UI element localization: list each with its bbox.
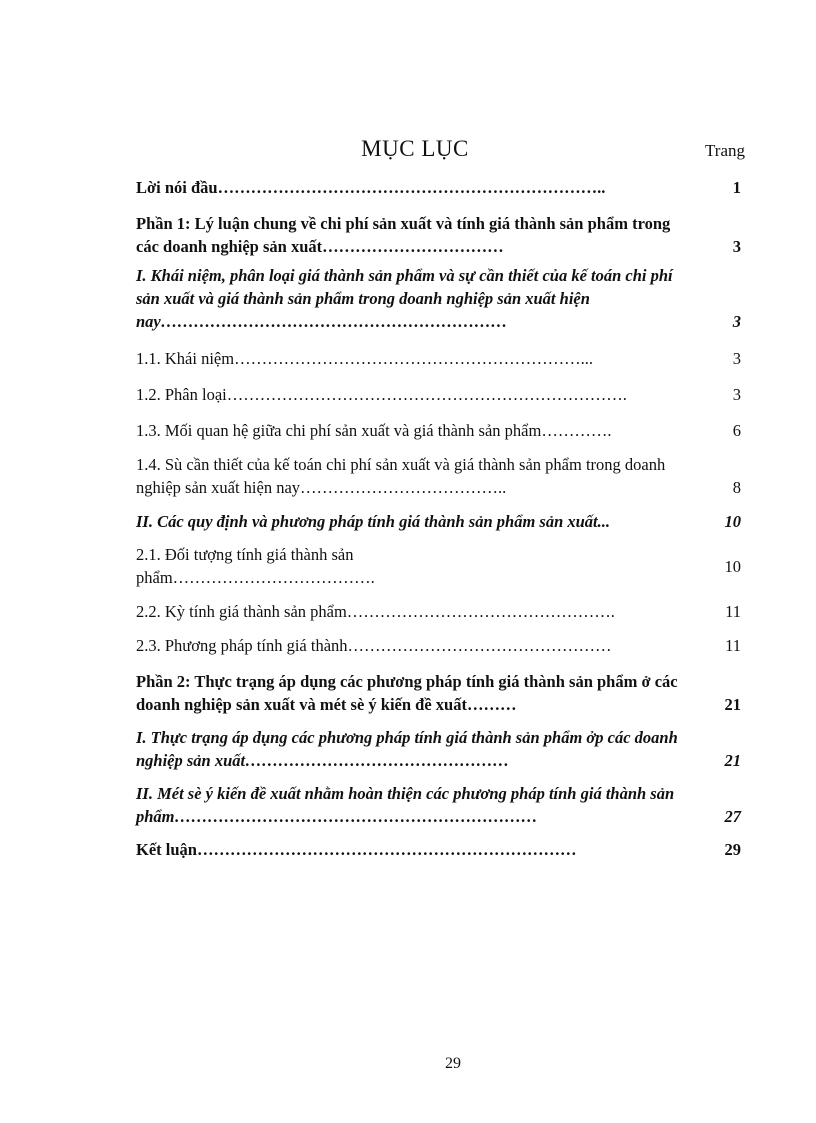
- toc-entry-page: 29: [724, 840, 741, 859]
- toc-entry-page: 3: [732, 237, 741, 256]
- toc-entry-1-2[interactable]: [136, 383, 741, 406]
- toc-entry-part1[interactable]: [136, 212, 741, 258]
- toc-entry-text: I. Thực trạng áp dụng các phương pháp tính giá thành sản phẩm ởp các doanh nghiệp sản xuất…………………………………………: [136, 728, 678, 770]
- toc-entry-conclusion[interactable]: [136, 838, 741, 861]
- toc-entry-page: 6: [732, 421, 741, 440]
- toc-entry-part2-section-2[interactable]: [136, 782, 741, 828]
- toc-entry-text: II. Các quy định và phương pháp tính giá thành sản phẩm sản xuất...: [136, 512, 611, 531]
- toc-entry-page: 3: [732, 385, 741, 404]
- toc-entry-text: 2.3. Phương pháp tính giá thành…………………………………………: [136, 636, 612, 655]
- toc-entry-text: Phần 2: Thực trạng áp dụng các phương pháp tính giá thành sản phẩm ở các doanh nghiệp sản xuất và mét sè ý kiến đề xuất………: [136, 672, 678, 714]
- toc-entry-1-1[interactable]: [136, 347, 741, 370]
- toc-title: MỤC LỤC: [361, 136, 469, 161]
- toc-entry-section-1[interactable]: [136, 264, 741, 333]
- toc-entry-page: 11: [725, 636, 741, 655]
- toc-entry-part2-section-1[interactable]: [136, 726, 741, 772]
- toc-entry-text: 1.1. Khái niệm………………………………………………………...: [136, 349, 593, 368]
- toc-entry-text: 1.2. Phân loại……………………………………………………………….: [136, 385, 627, 404]
- toc-entry-text: 1.3. Mối quan hệ giữa chi phí sản xuất và giá thành sản phẩm………….: [136, 421, 612, 440]
- page-column-header: Trang: [705, 141, 745, 160]
- toc-entry-2-1[interactable]: [136, 543, 741, 589]
- toc-entry-page: 21: [724, 751, 741, 770]
- toc-entry-page: 27: [724, 807, 741, 826]
- toc-entry-page: 11: [725, 602, 741, 621]
- toc-entry-page: 10: [724, 557, 741, 576]
- toc-entry-text: 2.2. Kỳ tính giá thành sản phẩm………………………………………….: [136, 602, 615, 621]
- toc-entry-part2[interactable]: [136, 670, 741, 716]
- toc-entry-text: Phần 1: Lý luận chung về chi phí sản xuất và tính giá thành sản phẩm trong các doanh nghiệp sản xuất……………………………: [136, 214, 671, 256]
- toc-entry-1-3[interactable]: [136, 419, 741, 442]
- toc-entry-1-4[interactable]: [136, 453, 741, 499]
- footer-page-number: 29: [445, 1055, 461, 1072]
- toc-entry-text: Kết luận……………………………………………………………: [136, 840, 577, 859]
- toc-entry-page: 8: [732, 478, 741, 497]
- toc-entry-preface[interactable]: [136, 176, 741, 199]
- toc-entry-page: 21: [724, 695, 741, 714]
- toc-entry-page: 1: [732, 178, 741, 197]
- toc-entry-text: 1.4. Sù cần thiết của kế toán chi phí sản xuất và giá thành sản phẩm trong doanh nghiệp sản xuất hiện nay………………………………..: [136, 455, 666, 497]
- toc-entry-text: II. Mét sè ý kiến đề xuất nhằm hoàn thiện các phương pháp tính giá thành sản phẩm…………………………………………………………: [136, 784, 675, 826]
- toc-entry-text: I. Khái niệm, phân loại giá thành sản phẩm và sự cần thiết của kế toán chi phí sản xuất và giá thành sản phẩm trong doanh nghiệp sản xuất hiện nay………………………………………………………: [136, 266, 673, 331]
- toc-entry-text: Lời nói đầu……………………………………………………………..: [136, 178, 606, 197]
- toc-entry-section-2[interactable]: [136, 510, 741, 533]
- toc-entry-text: 2.1. Đối tượng tính giá thành sản phẩm……………………………….: [136, 545, 375, 587]
- toc-entry-page: 3: [732, 349, 741, 368]
- toc-entry-page: 10: [724, 512, 741, 531]
- toc-entry-2-3[interactable]: [136, 634, 741, 657]
- toc-entry-2-2[interactable]: [136, 600, 741, 623]
- toc-entry-page: 3: [732, 312, 741, 331]
